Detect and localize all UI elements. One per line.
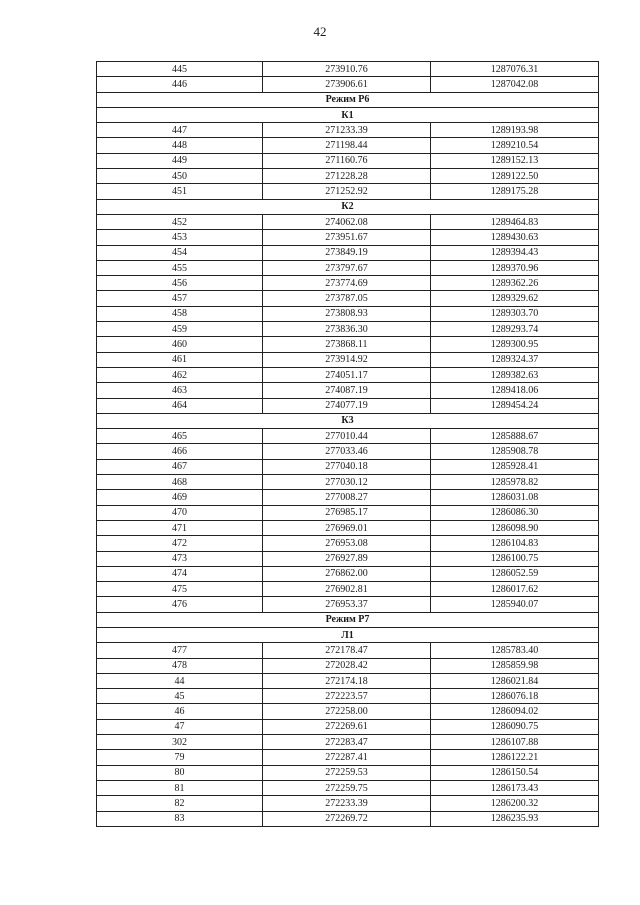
section-label: К1	[97, 107, 599, 122]
y-coordinate: 1286052.59	[431, 566, 599, 581]
section-label: К3	[97, 413, 599, 428]
y-coordinate: 1289324.37	[431, 352, 599, 367]
point-number: 457	[97, 291, 263, 306]
table-row	[97, 276, 599, 291]
point-number: 472	[97, 536, 263, 551]
table-row	[97, 643, 599, 658]
point-number: 445	[97, 62, 263, 77]
point-number: 463	[97, 383, 263, 398]
point-number: 46	[97, 704, 263, 719]
x-coordinate: 276985.17	[263, 505, 431, 520]
y-coordinate: 1286107.88	[431, 735, 599, 750]
y-coordinate: 1286200.32	[431, 796, 599, 811]
x-coordinate: 272233.39	[263, 796, 431, 811]
point-number: 466	[97, 444, 263, 459]
y-coordinate: 1289175.28	[431, 184, 599, 199]
y-coordinate: 1286021.84	[431, 673, 599, 688]
table-row	[97, 62, 599, 77]
x-coordinate: 277030.12	[263, 475, 431, 490]
x-coordinate: 273836.30	[263, 322, 431, 337]
y-coordinate: 1286150.54	[431, 765, 599, 780]
table-row	[97, 520, 599, 535]
point-number: 474	[97, 566, 263, 581]
y-coordinate: 1286104.83	[431, 536, 599, 551]
table-row	[97, 811, 599, 826]
y-coordinate: 1285978.82	[431, 475, 599, 490]
x-coordinate: 272028.42	[263, 658, 431, 673]
x-coordinate: 273797.67	[263, 260, 431, 275]
y-coordinate: 1289418.06	[431, 383, 599, 398]
point-number: 461	[97, 352, 263, 367]
table-row	[97, 735, 599, 750]
point-number: 459	[97, 322, 263, 337]
y-coordinate: 1286122.21	[431, 750, 599, 765]
x-coordinate: 277040.18	[263, 459, 431, 474]
point-number: 460	[97, 337, 263, 352]
table-row	[97, 505, 599, 520]
y-coordinate: 1289193.98	[431, 123, 599, 138]
x-coordinate: 272178.47	[263, 643, 431, 658]
section-label: Л1	[97, 627, 599, 642]
point-number: 465	[97, 429, 263, 444]
point-number: 475	[97, 582, 263, 597]
y-coordinate: 1286098.90	[431, 520, 599, 535]
x-coordinate: 272223.57	[263, 689, 431, 704]
y-coordinate: 1289210.54	[431, 138, 599, 153]
y-coordinate: 1286173.43	[431, 780, 599, 795]
x-coordinate: 272174.18	[263, 673, 431, 688]
section-header-row	[97, 612, 599, 627]
section-header-row	[97, 107, 599, 122]
y-coordinate: 1287042.08	[431, 77, 599, 92]
y-coordinate: 1289464.83	[431, 214, 599, 229]
point-number: 470	[97, 505, 263, 520]
point-number: 446	[97, 77, 263, 92]
x-coordinate: 273914.92	[263, 352, 431, 367]
x-coordinate: 271233.39	[263, 123, 431, 138]
y-coordinate: 1286017.62	[431, 582, 599, 597]
table-row	[97, 796, 599, 811]
x-coordinate: 272269.61	[263, 719, 431, 734]
table-row	[97, 383, 599, 398]
x-coordinate: 277008.27	[263, 490, 431, 505]
point-number: 456	[97, 276, 263, 291]
table-row	[97, 352, 599, 367]
x-coordinate: 273774.69	[263, 276, 431, 291]
point-number: 453	[97, 230, 263, 245]
table-body	[97, 62, 599, 827]
point-number: 462	[97, 367, 263, 382]
y-coordinate: 1286100.75	[431, 551, 599, 566]
table-row	[97, 475, 599, 490]
x-coordinate: 273951.67	[263, 230, 431, 245]
table-row	[97, 169, 599, 184]
table-row	[97, 260, 599, 275]
point-number: 478	[97, 658, 263, 673]
table-row	[97, 123, 599, 138]
table-row	[97, 704, 599, 719]
table-row	[97, 214, 599, 229]
x-coordinate: 272283.47	[263, 735, 431, 750]
y-coordinate: 1289303.70	[431, 306, 599, 321]
point-number: 471	[97, 520, 263, 535]
x-coordinate: 276902.81	[263, 582, 431, 597]
x-coordinate: 271198.44	[263, 138, 431, 153]
y-coordinate: 1286086.30	[431, 505, 599, 520]
x-coordinate: 277033.46	[263, 444, 431, 459]
x-coordinate: 274087.19	[263, 383, 431, 398]
x-coordinate: 274077.19	[263, 398, 431, 413]
y-coordinate: 1286235.93	[431, 811, 599, 826]
table-row	[97, 536, 599, 551]
x-coordinate: 276969.01	[263, 520, 431, 535]
x-coordinate: 273787.05	[263, 291, 431, 306]
table-row	[97, 689, 599, 704]
point-number: 455	[97, 260, 263, 275]
table-row	[97, 658, 599, 673]
table-row	[97, 153, 599, 168]
coordinates-table	[96, 61, 599, 827]
x-coordinate: 276953.37	[263, 597, 431, 612]
point-number: 477	[97, 643, 263, 658]
x-coordinate: 273808.93	[263, 306, 431, 321]
x-coordinate: 273868.11	[263, 337, 431, 352]
x-coordinate: 277010.44	[263, 429, 431, 444]
y-coordinate: 1289329.62	[431, 291, 599, 306]
section-header-row	[97, 627, 599, 642]
x-coordinate: 272269.72	[263, 811, 431, 826]
table-row	[97, 444, 599, 459]
x-coordinate: 273906.61	[263, 77, 431, 92]
x-coordinate: 272259.53	[263, 765, 431, 780]
x-coordinate: 271228.28	[263, 169, 431, 184]
section-header-row	[97, 92, 599, 107]
point-number: 473	[97, 551, 263, 566]
point-number: 83	[97, 811, 263, 826]
y-coordinate: 1287076.31	[431, 62, 599, 77]
x-coordinate: 272259.75	[263, 780, 431, 795]
table-row	[97, 780, 599, 795]
x-coordinate: 276927.89	[263, 551, 431, 566]
point-number: 44	[97, 673, 263, 688]
point-number: 45	[97, 689, 263, 704]
point-number: 467	[97, 459, 263, 474]
x-coordinate: 272258.00	[263, 704, 431, 719]
x-coordinate: 276953.08	[263, 536, 431, 551]
table-row	[97, 429, 599, 444]
section-label: К2	[97, 199, 599, 214]
point-number: 302	[97, 735, 263, 750]
x-coordinate: 273910.76	[263, 62, 431, 77]
page-number: 42	[313, 24, 327, 39]
y-coordinate: 1285908.78	[431, 444, 599, 459]
x-coordinate: 273849.19	[263, 245, 431, 260]
y-coordinate: 1286094.02	[431, 704, 599, 719]
point-number: 464	[97, 398, 263, 413]
x-coordinate: 274051.17	[263, 367, 431, 382]
y-coordinate: 1289430.63	[431, 230, 599, 245]
y-coordinate: 1286090.75	[431, 719, 599, 734]
point-number: 454	[97, 245, 263, 260]
y-coordinate: 1289394.43	[431, 245, 599, 260]
point-number: 447	[97, 123, 263, 138]
y-coordinate: 1289362.26	[431, 276, 599, 291]
x-coordinate: 276862.00	[263, 566, 431, 581]
y-coordinate: 1289293.74	[431, 322, 599, 337]
point-number: 47	[97, 719, 263, 734]
point-number: 80	[97, 765, 263, 780]
y-coordinate: 1289382.63	[431, 367, 599, 382]
table-row	[97, 673, 599, 688]
point-number: 452	[97, 214, 263, 229]
y-coordinate: 1289300.95	[431, 337, 599, 352]
y-coordinate: 1289454.24	[431, 398, 599, 413]
table-row	[97, 306, 599, 321]
y-coordinate: 1286031.08	[431, 490, 599, 505]
y-coordinate: 1285783.40	[431, 643, 599, 658]
point-number: 79	[97, 750, 263, 765]
y-coordinate: 1286076.18	[431, 689, 599, 704]
point-number: 450	[97, 169, 263, 184]
table-row	[97, 765, 599, 780]
table-row	[97, 77, 599, 92]
table-row	[97, 566, 599, 581]
point-number: 458	[97, 306, 263, 321]
point-number: 449	[97, 153, 263, 168]
table-row	[97, 490, 599, 505]
point-number: 448	[97, 138, 263, 153]
point-number: 476	[97, 597, 263, 612]
x-coordinate: 271252.92	[263, 184, 431, 199]
table-row	[97, 337, 599, 352]
y-coordinate: 1285928.41	[431, 459, 599, 474]
y-coordinate: 1285859.98	[431, 658, 599, 673]
x-coordinate: 272287.41	[263, 750, 431, 765]
table-row	[97, 291, 599, 306]
table-row	[97, 322, 599, 337]
y-coordinate: 1289122.50	[431, 169, 599, 184]
table-row	[97, 138, 599, 153]
point-number: 469	[97, 490, 263, 505]
table-row	[97, 184, 599, 199]
y-coordinate: 1289152.13	[431, 153, 599, 168]
table-row	[97, 750, 599, 765]
y-coordinate: 1285888.67	[431, 429, 599, 444]
table-row	[97, 597, 599, 612]
table-row	[97, 398, 599, 413]
table-row	[97, 582, 599, 597]
point-number: 468	[97, 475, 263, 490]
table-row	[97, 719, 599, 734]
section-label: Режим Р6	[97, 92, 599, 107]
y-coordinate: 1285940.07	[431, 597, 599, 612]
section-header-row	[97, 199, 599, 214]
table-row	[97, 230, 599, 245]
point-number: 451	[97, 184, 263, 199]
point-number: 82	[97, 796, 263, 811]
table-row	[97, 245, 599, 260]
x-coordinate: 274062.08	[263, 214, 431, 229]
x-coordinate: 271160.76	[263, 153, 431, 168]
table-row	[97, 551, 599, 566]
point-number: 81	[97, 780, 263, 795]
table-row	[97, 367, 599, 382]
y-coordinate: 1289370.96	[431, 260, 599, 275]
table-row	[97, 459, 599, 474]
section-label: Режим Р7	[97, 612, 599, 627]
section-header-row	[97, 413, 599, 428]
